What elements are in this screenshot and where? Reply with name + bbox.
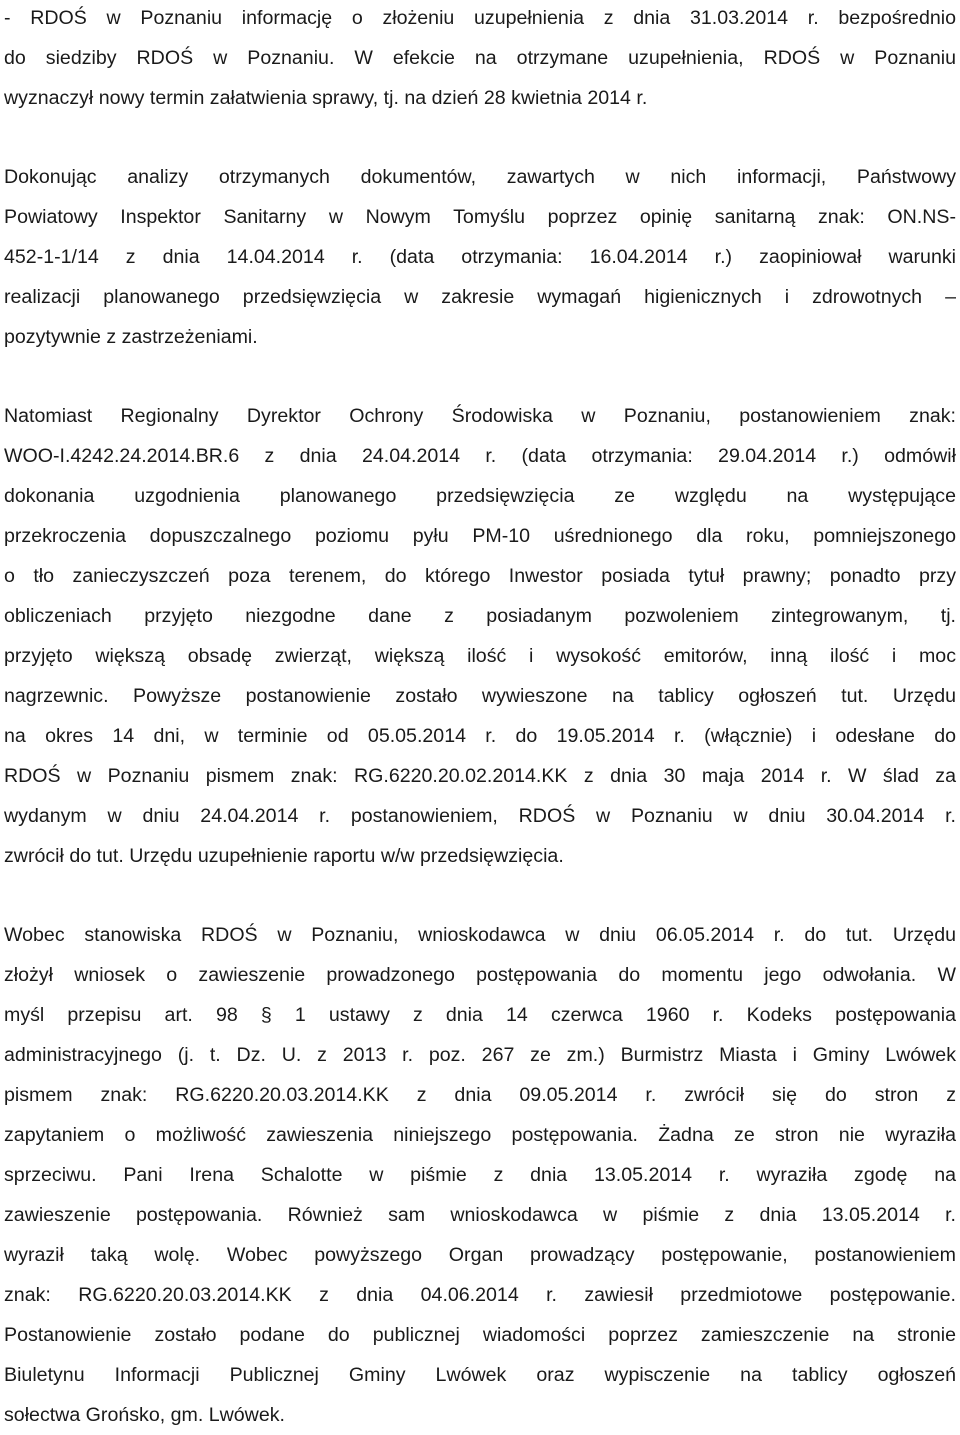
paragraph-rdos-info [4,0,956,118]
text-line: dokonania uzgodnienia planowanego przedsięwzięcia ze względu na występujące [4,485,956,507]
text-line: administracyjnego (j. t. Dz. U. z 2013 r. poz. 267 ze zm.) Burmistrz Miasta i Gminy Lwówek [4,1044,956,1066]
text-line: przekroczenia dopuszczalnego poziomu pyłu PM-10 uśrednionego dla roku, pomniejszonego [4,525,956,547]
text-line: zawieszenie postępowania. Również sam wnioskodawca w piśmie z dnia 13.05.2014 r. [4,1204,956,1226]
text-line: o tło zanieczyszczeń poza terenem, do którego Inwestor posiada tytuł prawny; ponadto przy [4,565,956,587]
text-line: Natomiast Regionalny Dyrektor Ochrony Środowiska w Poznaniu, postanowieniem znak: [4,405,956,427]
text-line: nagrzewnic. Powyższe postanowienie zostało wywieszone na tablicy ogłoszeń tut. Urzędu [4,685,956,707]
paragraph-sanitary-opinion [4,157,956,357]
text-line: wyznaczył nowy termin załatwienia sprawy, tj. na dzień 28 kwietnia 2014 r. [4,87,648,109]
text-line: RDOŚ w Poznaniu pismem znak: RG.6220.20.02.2014.KK z dnia 30 maja 2014 r. W ślad za [4,765,956,787]
text-line: Dokonując analizy otrzymanych dokumentów, zawartych w nich informacji, Państwowy [4,166,956,188]
text-line: wydanym w dniu 24.04.2014 r. postanowieniem, RDOŚ w Poznaniu w dniu 30.04.2014 r. [4,805,956,827]
text-line: złożył wniosek o zawieszenie prowadzonego postępowania do momentu jego odwołania. W [4,964,956,986]
text-line: zapytaniem o możliwość zawieszenia niniejszego postępowania. Żadna ze stron nie wyraziła [4,1124,956,1146]
text-line: sprzeciwu. Pani Irena Schalotte w piśmie z dnia 13.05.2014 r. wyraziła zgodę na [4,1164,956,1186]
paragraph-suspension [4,915,956,1435]
text-line: zwrócił do tut. Urzędu uzupełnienie raportu w/w przedsięwzięcia. [4,845,564,867]
text-line: - RDOŚ w Poznaniu informację o złożeniu uzupełnienia z dnia 31.03.2014 r. bezpośrednio [4,7,956,29]
text-line: pismem znak: RG.6220.20.03.2014.KK z dnia 09.05.2014 r. zwrócił się do stron z [4,1084,956,1106]
text-line: znak: RG.6220.20.03.2014.KK z dnia 04.06.2014 r. zawiesił przedmiotowe postępowanie. [4,1284,956,1306]
text-line: WOO-I.4242.24.2014.BR.6 z dnia 24.04.2014 r. (data otrzymania: 29.04.2014 r.) odmówił [4,445,956,467]
text-line: 452-1-1/14 z dnia 14.04.2014 r. (data otrzymania: 16.04.2014 r.) zaopiniował warunki [4,246,956,268]
text-line: Postanowienie zostało podane do publicznej wiadomości poprzez zamieszczenie na stronie [4,1324,956,1346]
text-line: obliczeniach przyjęto niezgodne dane z posiadanym pozwoleniem zintegrowanym, tj. [4,605,956,627]
text-line: Wobec stanowiska RDOŚ w Poznaniu, wnioskodawca w dniu 06.05.2014 r. do tut. Urzędu [4,924,956,946]
paragraph-rdos-refusal [4,396,956,876]
text-line: przyjęto większą obsadę zwierząt, większą ilość i wysokość emitorów, inną ilość i moc [4,645,956,667]
text-line: realizacji planowanego przedsięwzięcia w zakresie wymagań higienicznych i zdrowotnych – [4,286,956,308]
text-line: do siedziby RDOŚ w Poznaniu. W efekcie na otrzymane uzupełnienia, RDOŚ w Poznaniu [4,47,956,69]
text-line: myśl przepisu art. 98 § 1 ustawy z dnia 14 czerwca 1960 r. Kodeks postępowania [4,1004,956,1026]
text-line: pozytywnie z zastrzeżeniami. [4,326,258,348]
text-line: Powiatowy Inspektor Sanitarny w Nowym Tomyślu poprzez opinię sanitarną znak: ON.NS- [4,206,956,228]
text-line: wyraził taką wolę. Wobec powyższego Organ prowadzący postępowanie, postanowieniem [4,1244,956,1266]
text-line: na okres 14 dni, w terminie od 05.05.2014 r. do 19.05.2014 r. (włącznie) i odesłane do [4,725,956,747]
text-line: sołectwa Grońsko, gm. Lwówek. [4,1404,285,1426]
text-line: Biuletynu Informacji Publicznej Gminy Lwówek oraz wypisczenie na tablicy ogłoszeń [4,1364,956,1386]
